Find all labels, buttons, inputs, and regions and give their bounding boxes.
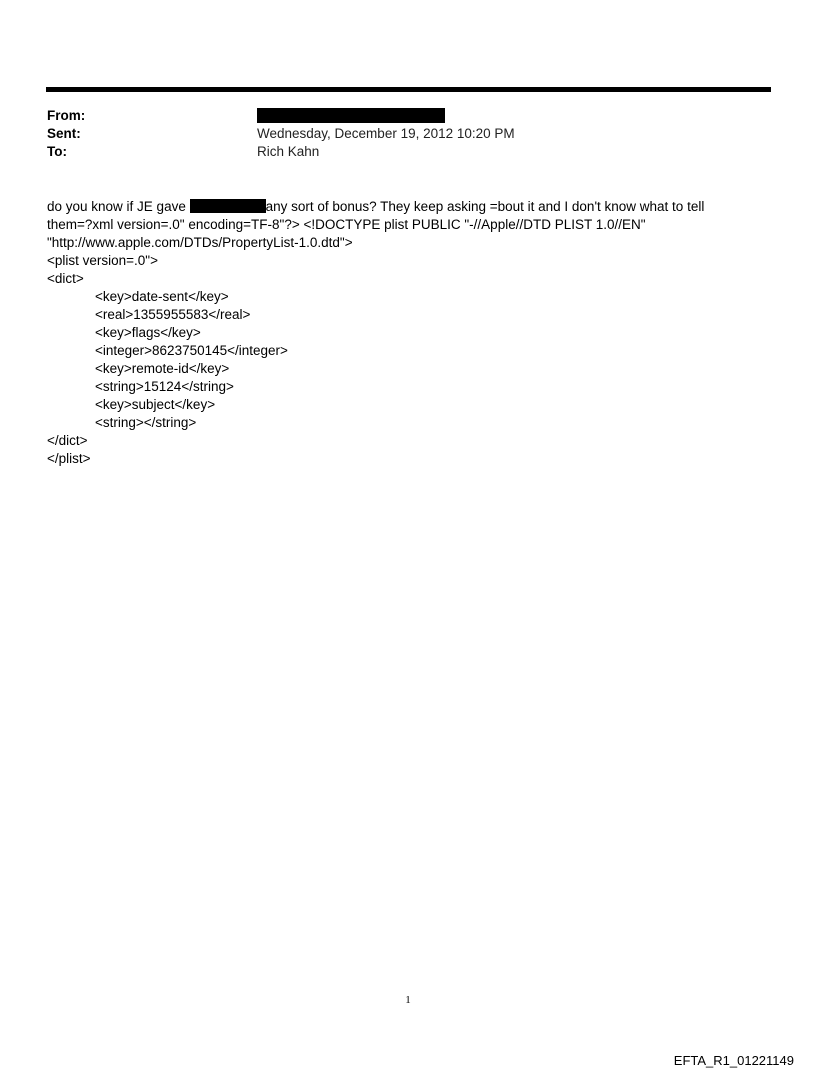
body-line: them=?xml version=.0" encoding=TF-8"?> <!DOCTYPE plist PUBLIC "-//Apple//DTD PLIST 1.0//EN" bbox=[47, 217, 646, 232]
body-text-segment: do you know if JE gave bbox=[47, 199, 190, 214]
plist-line: <key>subject</key> bbox=[95, 397, 216, 412]
top-rule bbox=[46, 87, 771, 92]
redaction-block bbox=[257, 108, 445, 123]
body-line: "http://www.apple.com/DTDs/PropertyList-1.0.dtd"> bbox=[47, 235, 353, 250]
to-value: Rich Kahn bbox=[257, 144, 320, 159]
redaction-block bbox=[190, 199, 266, 213]
body-line: </plist> bbox=[47, 451, 91, 466]
plist-line: <key>date-sent</key> bbox=[95, 289, 229, 304]
sent-label: Sent: bbox=[47, 126, 81, 141]
to-label: To: bbox=[47, 144, 67, 159]
plist-line: <integer>8623750145</integer> bbox=[95, 343, 288, 358]
plist-line: <key>flags</key> bbox=[95, 325, 201, 340]
email-body bbox=[47, 198, 767, 468]
bates-number: EFTA_R1_01221149 bbox=[673, 1053, 794, 1068]
body-text-segment: any sort of bonus? They keep asking =bout it and I don't know what to tell bbox=[265, 199, 705, 214]
body-line: <plist version=.0"> bbox=[47, 253, 158, 268]
plist-line: <string>15124</string> bbox=[95, 379, 234, 394]
body-line: <dict> bbox=[47, 271, 84, 286]
plist-line: <real>1355955583</real> bbox=[95, 307, 251, 322]
email-header bbox=[47, 107, 767, 161]
plist-line: <key>remote-id</key> bbox=[95, 361, 230, 376]
body-line: </dict> bbox=[47, 433, 88, 448]
plist-line: <string></string> bbox=[95, 415, 197, 430]
from-label: From: bbox=[47, 108, 86, 123]
page-number: 1 bbox=[405, 994, 411, 1006]
body-line bbox=[47, 198, 767, 216]
from-value bbox=[257, 107, 445, 125]
sent-row bbox=[47, 125, 767, 143]
to-row bbox=[47, 143, 767, 161]
sent-value: Wednesday, December 19, 2012 10:20 PM bbox=[257, 126, 515, 141]
from-row bbox=[47, 107, 767, 125]
